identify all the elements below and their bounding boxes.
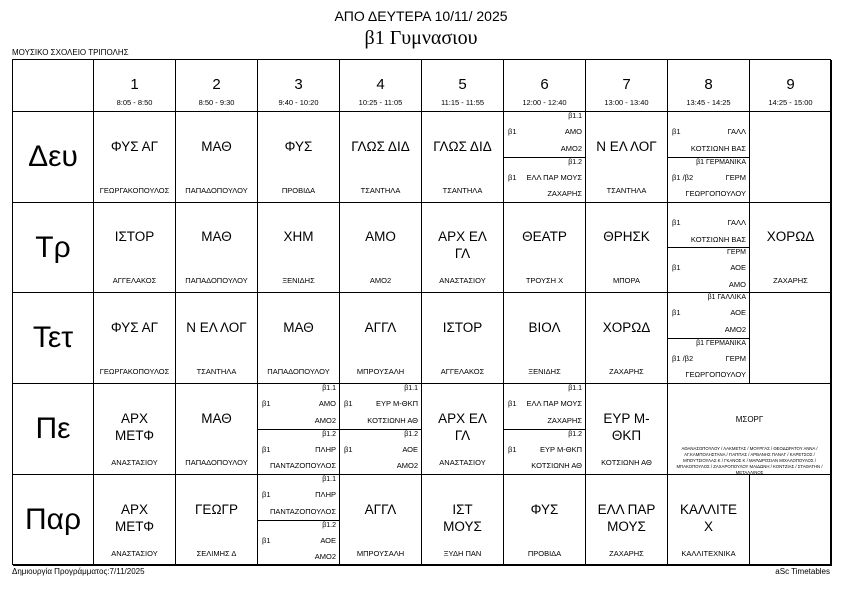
subgroup-class: β1	[508, 399, 517, 409]
lesson-teacher: ΑΝΑΣΤΑΣΙΟΥ	[439, 276, 486, 285]
lesson-subject: ΦΥΣ	[284, 138, 313, 154]
subgroup-subject: ΕΥΡ Μ-ΘΚΠ	[540, 444, 582, 454]
subgroup-subject: ΕΛΛ ΠΑΡ ΜΟΥΣ	[526, 399, 582, 409]
lesson-subject: ΜΑΘ	[283, 319, 314, 335]
subgroup-name: β1.2	[322, 521, 336, 529]
lesson-cell	[258, 112, 340, 203]
lesson-subject: ΑΡΧ ΜΕΤΦ	[114, 501, 155, 534]
lesson-subject: ΑΡΧ ΕΛ ΓΛ	[438, 410, 487, 443]
lesson-cell	[668, 475, 750, 566]
period-number: 7	[622, 76, 631, 93]
subgroup-class: β1	[672, 308, 681, 318]
lesson-teacher: ΠΡΟΒΙΔΑ	[281, 186, 316, 195]
subgroup-name: β1.2	[568, 158, 582, 166]
lesson-cell	[258, 293, 340, 384]
lesson-teacher: ΖΑΧΑΡΗΣ	[609, 549, 644, 558]
lesson-teacher: ΑΝΑΣΤΑΣΙΟΥ	[439, 458, 486, 467]
subgroup-subject: ΑΟΕ	[320, 535, 336, 545]
lesson-subgroup	[668, 158, 749, 204]
lesson-subgroup	[504, 384, 585, 430]
period-header	[176, 60, 258, 112]
period-header	[668, 60, 750, 112]
lesson-cell	[94, 475, 176, 566]
lesson-teacher: ΚΟΤΣΙΩΝΗ ΑΘ	[601, 458, 652, 467]
subgroup-name: β1 ΓΕΡΜΑΝΙΚΑ	[696, 339, 746, 347]
lesson-cell	[94, 203, 176, 293]
timetable-title: ΑΠΟ ΔΕΥΤΕΡΑ 10/11/ 2025	[334, 8, 508, 24]
lesson-subject: ΚΑΛΛΙΤΕ Χ	[679, 501, 738, 534]
lesson-teacher: ΣΕΛΙΜΗΣ Δ	[196, 549, 237, 558]
subgroup-class: β1 /β2	[672, 353, 694, 363]
subgroup-subject: ΕΛΛ ΠΑΡ ΜΟΥΣ	[526, 172, 582, 182]
day-label: Τρ	[13, 203, 94, 293]
lesson-cell	[504, 475, 586, 566]
lesson-cell	[176, 384, 258, 475]
subgroup-class: β1	[508, 172, 517, 182]
lesson-cell	[504, 384, 586, 475]
lesson-teacher: ΓΕΩΡΓΑΚΟΠΟΥΛΟΣ	[99, 186, 170, 195]
subgroup-subject: ΑΟΕ	[730, 308, 746, 318]
lesson-cell	[750, 475, 832, 566]
period-number: 9	[786, 76, 795, 93]
lesson-subgroup	[668, 339, 749, 385]
subgroup-class: β1	[508, 127, 517, 137]
lesson-teacher: ΑΜΟ2	[369, 276, 392, 285]
period-time: 9:40 - 10:20	[278, 98, 319, 107]
period-time: 12:00 - 12:40	[522, 98, 567, 107]
period-time: 8:05 - 8:50	[116, 98, 153, 107]
lesson-cell	[176, 293, 258, 384]
lesson-cell	[340, 384, 422, 475]
lesson-teacher: ΤΣΑΝΤΗΛΑ	[196, 367, 237, 376]
subgroup-name: β1.1	[404, 385, 418, 392]
period-number: 1	[130, 76, 139, 93]
subgroup-subject: ΑΟΕ	[402, 444, 418, 454]
lesson-cell	[422, 112, 504, 203]
lesson-cell	[750, 293, 832, 384]
lesson-subject: ΙΣΤΟΡ	[442, 319, 483, 335]
subgroup-teacher: ΑΜΟ	[728, 279, 746, 289]
lesson-cell	[176, 475, 258, 566]
lesson-subject: ΜΑΘ	[201, 410, 232, 426]
period-header	[422, 60, 504, 112]
period-header	[94, 60, 176, 112]
lesson-cell	[340, 475, 422, 566]
lesson-subgroup	[668, 112, 749, 158]
lesson-subject: ΓΛΩΣ ΔΙΔ	[351, 138, 410, 154]
subgroup-name: β1 ΓΑΛΛΙΚΑ	[707, 294, 746, 301]
period-time: 14:25 - 15:00	[768, 98, 813, 107]
lesson-subject: ΧΟΡΩΔ	[766, 229, 815, 244]
subgroup-name: β1.2	[568, 430, 582, 438]
subgroup-subject: ΑΜΟ	[318, 399, 336, 409]
lesson-teacher: ΑΝΑΣΤΑΣΙΟΥ	[111, 549, 158, 558]
lesson-cell	[586, 203, 668, 293]
lesson-cell	[422, 384, 504, 475]
lesson-cell	[668, 112, 750, 203]
lesson-teacher: ΠΑΠΑΔΟΠΟΥΛΟΥ	[267, 367, 330, 376]
subgroup-class: β1	[672, 263, 681, 273]
lesson-subject: ΜΑΘ	[201, 229, 232, 244]
lesson-cell	[586, 384, 668, 475]
subgroup-class: β1	[672, 218, 681, 228]
lesson-teacher: ΠΡΟΒΙΔΑ	[527, 549, 562, 558]
subgroup-name: β1 ΓΕΡΜΑΝΙΚΑ	[696, 158, 746, 166]
lesson-teacher: ΚΑΛΛΙΤΕΧΝΙΚΑ	[681, 549, 736, 558]
subgroup-class: β1	[508, 444, 517, 454]
lesson-cell	[586, 293, 668, 384]
lesson-teacher: ΞΕΝΙΔΗΣ	[282, 276, 315, 285]
lesson-teacher: ΜΠΡΟΥΣΑΛΗ	[356, 549, 405, 558]
lesson-teacher: ΑΝΑΣΤΑΣΙΟΥ	[111, 458, 158, 467]
subgroup-teacher: ΓΕΩΡΓΟΠΟΥΛΟΥ	[685, 370, 746, 380]
subgroup-class: β1	[262, 490, 271, 500]
lesson-subgroup	[668, 248, 749, 293]
lesson-subject: ΦΥΣ ΑΓ	[110, 319, 159, 335]
lesson-cell	[504, 112, 586, 203]
lesson-teacher: ΠΑΠΑΔΟΠΟΥΛΟΥ	[185, 276, 248, 285]
subgroup-subject: ΠΛΗΡ	[315, 490, 336, 500]
period-time: 13:00 - 13:40	[604, 98, 649, 107]
subgroup-subject: ΓΕΡΜ	[725, 172, 746, 182]
subgroup-teacher: ΑΜΟ2	[314, 552, 336, 562]
period-number: 3	[294, 76, 303, 93]
lesson-cell	[258, 475, 340, 566]
subgroup-name: ΓΕΡΜ	[726, 249, 746, 256]
lesson-cell	[422, 293, 504, 384]
lesson-subject: ΦΥΣ ΑΓ	[110, 138, 159, 154]
lesson-subject: ΘΕΑΤΡ	[522, 229, 567, 244]
lesson-teacher: ΤΣΑΝΤΗΛΑ	[442, 186, 483, 195]
school-name: ΜΟΥΣΙΚΟ ΣΧΟΛΕΙΟ ΤΡΙΠΟΛΗΣ	[12, 48, 129, 57]
lesson-teachers: ΑΘΑΝΑΣΟΠΟΥΛΟΥ / ΛΑΚΜΕΤΑΣ / ΜΟΥΡΓΑΣ / ΘΕΟΔΩΡΑΤΟΥ ΑΝΝΑ / ΑΓ.ΚΑΜΠΟΛΗΣΤΑΝΑ / ΓΙΑΠΠΑΣ / ΑΡΒΑΝΗΣ ΠΑΝΑΓ / ΚΑΡΕΤΣΟΣ / ΜΠΟΥΤΣΙΟΥΛΑΣ Κ / ΓΚΑΝΟΣ Κ / ΜΑΡΔΙΡΟΣΙΑΝ ΜΙΧΑΛΟΠΟΥΛΟΣ / ΜΠΑΚΟΠΟΥΛΟΣ / ΖΑΧΑΡΟΠΟΥΛΟΥ ΜΑΙΔΩΝΗ / ΚΟΝΤΖΙΑΣ / ΣΤΑΘΑΤΗΝ / ΜΕΤΑΛΛΙΝΟΣ	[676, 446, 823, 475]
lesson-subject: ΜΣΟΡΓ	[735, 415, 764, 424]
lesson-subject: ΑΡΧ ΜΕΤΦ	[114, 410, 155, 443]
lesson-subject: ΑΜΟ	[365, 229, 396, 244]
period-header	[504, 60, 586, 112]
lesson-subject: ΑΡΧ ΕΛ ΓΛ	[438, 229, 487, 261]
lesson-subject: ΧΟΡΩΔ	[602, 319, 651, 335]
subgroup-teacher: ΚΟΤΣΙΩΝΗ ΒΑΣ	[690, 234, 746, 244]
lesson-cell	[94, 112, 176, 203]
lesson-cell	[340, 203, 422, 293]
subgroup-teacher: ΓΕΩΡΓΟΠΟΥΛΟΥ	[685, 189, 746, 199]
lesson-subject: ΕΛΛ ΠΑΡ ΜΟΥΣ	[597, 501, 656, 534]
subgroup-teacher: ΑΜΟ2	[724, 324, 746, 334]
lesson-cell	[340, 112, 422, 203]
subgroup-teacher: ΚΟΤΣΙΩΝΗ ΑΘ	[367, 415, 418, 425]
day-label: Παρ	[13, 475, 94, 566]
day-label: Τετ	[13, 293, 94, 384]
day-label: Δευ	[13, 112, 94, 203]
period-number: 6	[540, 76, 549, 93]
lesson-teacher: ΤΣΑΝΤΗΛΑ	[606, 186, 647, 195]
lesson-subgroup	[668, 203, 749, 248]
lesson-subject: ΒΙΟΛ	[528, 319, 561, 335]
lesson-subgroup	[258, 384, 339, 430]
lesson-teacher: ΤΣΑΝΤΗΛΑ	[360, 186, 401, 195]
lesson-teacher: ΞΥΔΗ ΠΑΝ	[443, 549, 482, 558]
lesson-cell	[422, 203, 504, 293]
subgroup-name: β1.1	[322, 476, 336, 483]
lesson-subject: ΧΗΜ	[283, 229, 314, 244]
lesson-cell	[422, 475, 504, 566]
subgroup-subject: ΓΑΛΛ	[727, 218, 746, 228]
period-header	[340, 60, 422, 112]
lesson-cell	[176, 112, 258, 203]
subgroup-subject: ΑΟΕ	[730, 263, 746, 273]
subgroup-name: β1.1	[322, 385, 336, 392]
lesson-subgroup	[504, 158, 585, 204]
lesson-cell	[94, 293, 176, 384]
period-number: 4	[376, 76, 385, 93]
lesson-cell	[586, 475, 668, 566]
lesson-teacher: ΖΑΧΑΡΗΣ	[773, 276, 808, 285]
lesson-subject: ΜΑΘ	[201, 138, 232, 154]
subgroup-subject: ΠΛΗΡ	[315, 444, 336, 454]
lesson-subgroup	[504, 112, 585, 158]
lesson-cell	[504, 203, 586, 293]
class-name: β1 Γυμνασιου	[364, 27, 478, 49]
lesson-subject: Ν ΕΛ ΛΟΓ	[186, 319, 247, 335]
subgroup-class: β1	[262, 399, 271, 409]
lesson-subgroup	[340, 430, 421, 476]
lesson-subject: ΑΓΓΛ	[364, 319, 397, 335]
lesson-teacher: ΑΓΓΕΛΑΚΟΣ	[112, 276, 157, 285]
subgroup-teacher: ΠΑΝΤΑΖΟΠΟΥΛΟΣ	[269, 461, 336, 471]
subgroup-subject: ΕΥΡ Μ-ΘΚΠ	[376, 399, 418, 409]
subgroup-class: β1	[262, 444, 271, 454]
lesson-cell	[668, 384, 832, 475]
lesson-cell	[94, 384, 176, 475]
period-time: 8:50 - 9:30	[198, 98, 235, 107]
lesson-subject: ΓΕΩΓΡ	[195, 501, 238, 517]
subgroup-class: β1	[344, 444, 353, 454]
subgroup-subject: ΓΑΛΛ	[727, 127, 746, 137]
lesson-subject: ΕΥΡ Μ-ΘΚΠ	[603, 410, 650, 443]
subgroup-teacher: ΚΟΤΣΙΩΝΗ ΑΘ	[531, 461, 582, 471]
lesson-cell	[750, 203, 832, 293]
subgroup-class: β1	[344, 399, 353, 409]
lesson-cell	[668, 293, 750, 384]
period-header	[586, 60, 668, 112]
lesson-subject: ΙΣΤ ΜΟΥΣ	[443, 501, 482, 534]
brand-label: aSc Timetables	[775, 567, 830, 576]
lesson-subgroup	[258, 475, 339, 521]
lesson-subgroup	[668, 293, 749, 339]
lesson-subject: ΦΥΣ	[530, 501, 559, 517]
subgroup-name: β1.2	[322, 430, 336, 438]
lesson-subgroup	[258, 430, 339, 476]
lesson-subgroup	[340, 384, 421, 430]
lesson-teacher: ΖΑΧΑΡΗΣ	[609, 367, 644, 376]
creation-date: Δημιουργία Προγράμματος:7/11/2025	[12, 567, 145, 576]
lesson-subject: ΑΓΓΛ	[364, 501, 397, 517]
lesson-teacher: ΜΠΡΟΥΣΑΛΗ	[356, 367, 405, 376]
subgroup-teacher: ΑΜΟ2	[560, 143, 582, 153]
lesson-teacher: ΠΑΠΑΔΟΠΟΥΛΟΥ	[185, 186, 248, 195]
subgroup-class: β1	[262, 535, 271, 545]
lesson-teacher: ΜΠΟΡΑ	[613, 276, 640, 285]
subgroup-subject: ΓΕΡΜ	[725, 353, 746, 363]
subgroup-class: β1 /β2	[672, 172, 694, 182]
lesson-subgroup	[258, 521, 339, 567]
day-label: Πε	[13, 384, 94, 475]
subgroup-teacher: ΠΑΝΤΑΖΟΠΟΥΛΟΣ	[269, 506, 336, 516]
lesson-subject: ΙΣΤΟΡ	[114, 229, 155, 244]
lesson-subject: Ν ΕΛ ΛΟΓ	[596, 138, 657, 154]
subgroup-class: β1	[672, 127, 681, 137]
lesson-teacher: ΓΕΩΡΓΑΚΟΠΟΥΛΟΣ	[99, 367, 170, 376]
subgroup-teacher: ΑΜΟ2	[396, 461, 418, 471]
lesson-cell	[504, 293, 586, 384]
timetable-grid	[12, 59, 831, 565]
lesson-cell	[586, 112, 668, 203]
period-time: 11:15 - 11:55	[440, 98, 485, 107]
corner-cell	[13, 60, 94, 112]
lesson-teacher: ΞΕΝΙΔΗΣ	[528, 367, 561, 376]
lesson-subject: ΓΛΩΣ ΔΙΔ	[433, 138, 492, 154]
subgroup-name: β1.1	[568, 113, 582, 120]
subgroup-teacher: ΖΑΧΑΡΗΣ	[547, 415, 582, 425]
lesson-cell	[176, 203, 258, 293]
period-time: 13:45 - 14:25	[686, 98, 731, 107]
subgroup-teacher: ΚΟΤΣΙΩΝΗ ΒΑΣ	[690, 143, 746, 153]
subgroup-teacher: ΖΑΧΑΡΗΣ	[547, 189, 582, 199]
period-number: 8	[704, 76, 713, 93]
period-header	[750, 60, 832, 112]
subgroup-name: β1.2	[404, 430, 418, 438]
subgroup-name: β1.1	[568, 385, 582, 392]
lesson-cell	[668, 203, 750, 293]
lesson-teacher: ΤΡΟΥΣΗ Χ	[525, 276, 564, 285]
subgroup-subject: ΑΜΟ	[564, 127, 582, 137]
subgroup-teacher: ΑΜΟ2	[314, 415, 336, 425]
lesson-subject: ΘΡΗΣΚ	[603, 229, 650, 244]
lesson-cell	[750, 112, 832, 203]
lesson-subgroup	[504, 430, 585, 476]
lesson-teacher: ΑΓΓΕΛΑΚΟΣ	[440, 367, 485, 376]
period-number: 2	[212, 76, 221, 93]
lesson-cell	[258, 203, 340, 293]
period-time: 10:25 - 11:05	[358, 98, 403, 107]
lesson-cell	[340, 293, 422, 384]
period-number: 5	[458, 76, 467, 93]
lesson-cell	[258, 384, 340, 475]
lesson-teacher: ΠΑΠΑΔΟΠΟΥΛΟΥ	[185, 458, 248, 467]
period-header	[258, 60, 340, 112]
